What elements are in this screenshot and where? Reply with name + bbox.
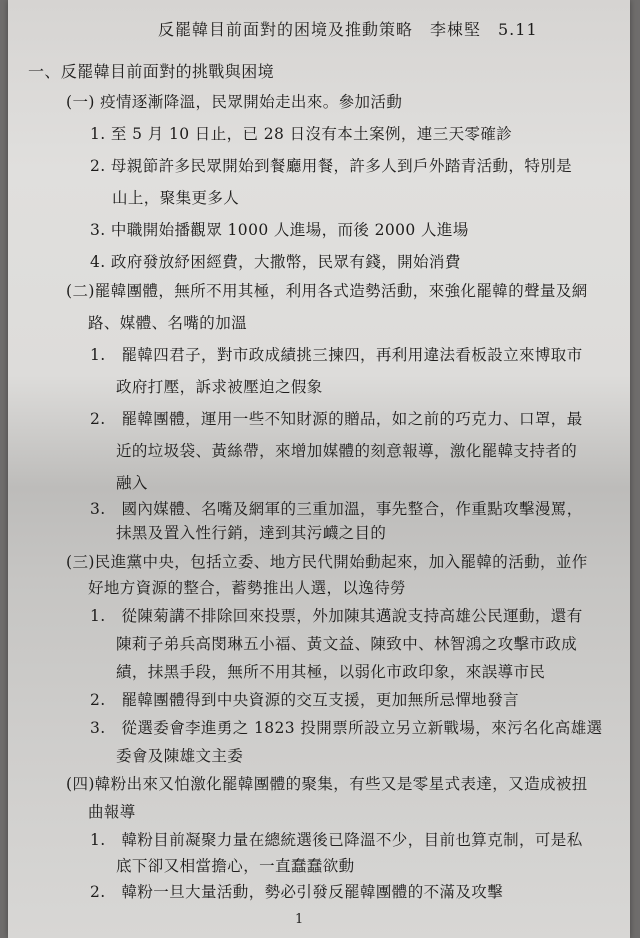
- list-item-continuation: 政府打壓，訴求被壓迫之假象: [116, 378, 323, 396]
- list-item: 2. 罷韓團體，運用一些不知財源的贈品，如之前的巧克力、口罩，最: [90, 410, 583, 428]
- list-item: 3. 中職開始播觀眾 1000 人進場，而後 2000 人進場: [90, 221, 469, 239]
- subsection-heading-continuation: 曲報導: [88, 803, 136, 821]
- subsection-heading: (三)民進黨中央，包括立委、地方民代開始動起來，加入罷韓的活動，並作: [66, 553, 588, 571]
- list-item-continuation: 委會及陳雄文主委: [116, 747, 244, 765]
- list-item-continuation: 融入: [116, 474, 148, 492]
- list-item: 4. 政府發放紓困經費，大撒幣，民眾有錢，開始消費: [90, 253, 461, 271]
- subsection-heading: (二)罷韓團體，無所不用其極，利用各式造勢活動，來強化罷韓的聲量及網: [66, 282, 588, 300]
- list-item-continuation: 底下卻又相當擔心，一直蠢蠢欲動: [116, 857, 355, 875]
- list-item: 1. 罷韓四君子，對市政成績挑三揀四，再利用違法看板設立來博取市: [90, 346, 583, 364]
- list-item-continuation: 抹黑及置入性行銷，達到其污衊之目的: [116, 524, 387, 542]
- section-heading: 一、反罷韓目前面對的挑戰與困境: [28, 62, 275, 81]
- subsection-heading-continuation: 好地方資源的整合，蓄勢推出人選，以逸待勞: [88, 579, 407, 597]
- subsection-heading: (一) 疫情逐漸降溫，民眾開始走出來。參加活動: [66, 93, 403, 111]
- list-item-continuation: 山上，聚集更多人: [112, 189, 240, 207]
- subsection-heading-continuation: 路、媒體、名嘴的加溫: [88, 314, 248, 332]
- document-title: 反罷韓目前面對的困境及推動策略 李梀堅 5.11: [158, 20, 538, 39]
- list-item-continuation: 近的垃圾袋、黃絲帶，來增加媒體的刻意報導，激化罷韓支持者的: [116, 442, 578, 460]
- list-item: 1. 韓粉目前凝聚力量在總統選後已降溫不少，目前也算克制，可是私: [90, 831, 583, 849]
- list-item: 2. 韓粉一旦大量活動，勢必引發反罷韓團體的不滿及攻擊: [90, 883, 504, 901]
- page-number: 1: [295, 912, 304, 927]
- list-item-continuation: 績，抹黑手段，無所不用其極，以弱化市政印象，來誤導市民: [116, 663, 546, 681]
- subsection-heading: (四)韓粉出來又怕激化罷韓團體的聚集，有些又是零星式表達，又造成被扭: [66, 775, 588, 793]
- list-item-continuation: 陳莉子弟兵高閔琳五小福、黃文益、陳致中、林智鴻之攻擊市政成: [116, 635, 578, 653]
- list-item: 3. 國內媒體、名嘴及網軍的三重加溫，事先整合，作重點攻擊漫罵，: [90, 500, 583, 518]
- list-item: 2. 罷韓團體得到中央資源的交互支援，更加無所忌憚地發言: [90, 691, 519, 709]
- list-item: 1. 至 5 月 10 日止，已 28 日沒有本土案例，連三天零確診: [90, 125, 513, 143]
- list-item: 3. 從選委會李進勇之 1823 投開票所設立另立新戰場，來污名化高雄選: [90, 719, 603, 737]
- list-item: 2. 母親節許多民眾開始到餐廳用餐，許多人到戶外踏青活動，特別是: [90, 157, 573, 175]
- list-item: 1. 從陳菊講不排除回來投票，外加陳其邁說支持高雄公民運動，還有: [90, 607, 583, 625]
- document-page: [8, 0, 630, 938]
